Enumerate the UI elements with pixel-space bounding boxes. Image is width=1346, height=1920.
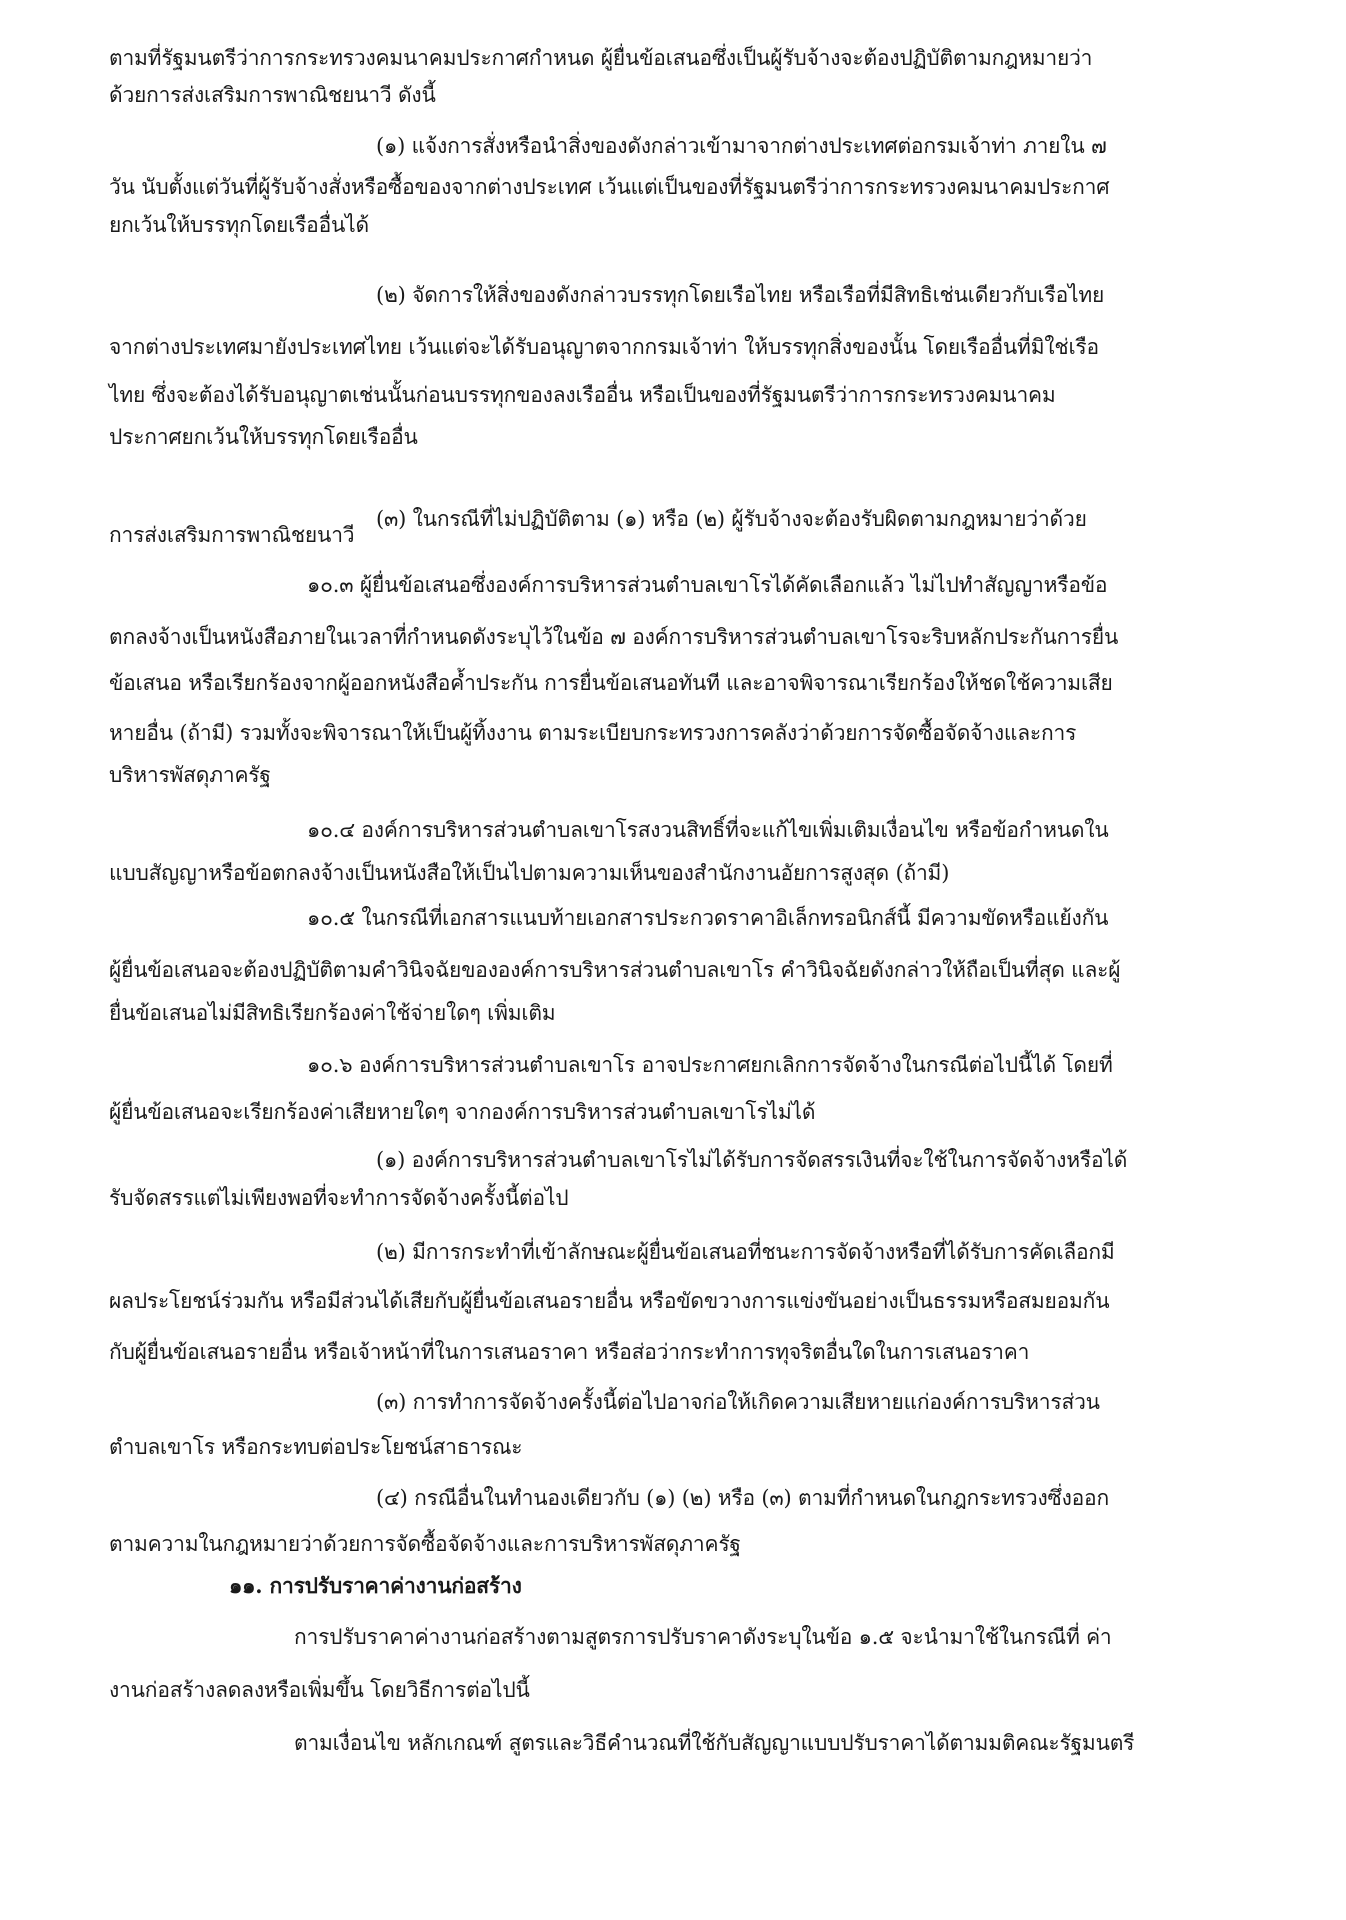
sub-item-2: (๒) มีการกระทำที่เข้าลักษณะผู้ยื่นข้อเสนอที่ชนะการจัดจ้างหรือที่ได้รับการคัดเลือกมี — [376, 1240, 1115, 1264]
sub-item-4: (๔) กรณีอื่นในทำนองเดียวกับ (๑) (๒) หรือ (๓) ตามที่กำหนดในกฎกระทรวงซึ่งออก — [376, 1486, 1109, 1510]
body-text-line: หายอื่น (ถ้ามี) รวมทั้งจะพิจารณาให้เป็นผู้ทิ้งงาน ตามระเบียบกระทรวงการคลังว่าด้วยการจัดซื้อจัดจ้างและการ — [109, 721, 1077, 745]
section-11-heading: ๑๑. การปรับราคาค่างานก่อสร้าง — [229, 1573, 522, 1598]
clause-10-3: ๑๐.๓ ผู้ยื่นข้อเสนอซึ่งองค์การบริหารส่วนตำบลเขาโรได้คัดเลือกแล้ว ไม่ไปทำสัญญาหรือข้อ — [307, 573, 1108, 597]
body-text-line: วัน นับตั้งแต่วันที่ผู้รับจ้างสั่งหรือซื้อของจากต่างประเทศ เว้นแต่เป็นของที่รัฐมนตรีว่าการกระทรวงคมนาคมประกาศ — [109, 175, 1110, 199]
sub-item-1: (๑) แจ้งการสั่งหรือนำสิ่งของดังกล่าวเข้ามาจากต่างประเทศต่อกรมเจ้าท่า ภายใน ๗ — [376, 134, 1107, 158]
body-text-line: การส่งเสริมการพาณิชยนาวี — [109, 523, 355, 547]
clause-10-4: ๑๐.๔ องค์การบริหารส่วนตำบลเขาโรสงวนสิทธิ์ที่จะแก้ไขเพิ่มเติมเงื่อนไข หรือข้อกำหนดใน — [307, 818, 1109, 842]
body-text-line: ตามความในกฎหมายว่าด้วยการจัดซื้อจัดจ้างและการบริหารพัสดุภาครัฐ — [109, 1532, 741, 1556]
body-text-line: จากต่างประเทศมายังประเทศไทย เว้นแต่จะได้รับอนุญาตจากกรมเจ้าท่า ให้บรรทุกสิ่งของนั้น โดยเรืออื่นที่มิใช่เรือ — [109, 335, 1099, 359]
clause-10-5: ๑๐.๕ ในกรณีที่เอกสารแนบท้ายเอกสารประกวดราคาอิเล็กทรอนิกส์นี้ มีความขัดหรือแย้งกัน — [307, 906, 1109, 930]
body-text-line: ด้วยการส่งเสริมการพาณิชยนาวี ดังนี้ — [109, 83, 436, 107]
body-text-line: ไทย ซึ่งจะต้องได้รับอนุญาตเช่นนั้นก่อนบรรทุกของลงเรืออื่น หรือเป็นของที่รัฐมนตรีว่าการกระทรวงคมนาคม — [109, 383, 1056, 407]
body-text-line: แบบสัญญาหรือข้อตกลงจ้างเป็นหนังสือให้เป็นไปตามความเห็นของสำนักงานอัยการสูงสุด (ถ้ามี) — [109, 861, 950, 885]
body-text-line: บริหารพัสดุภาครัฐ — [109, 763, 271, 787]
body-text-line: ยื่นข้อเสนอไม่มีสิทธิเรียกร้องค่าใช้จ่ายใดๆ เพิ่มเติม — [109, 1001, 556, 1025]
body-text-line: ตามเงื่อนไข หลักเกณฑ์ สูตรและวิธีคำนวณที่ใช้กับสัญญาแบบปรับราคาได้ตามมติคณะรัฐมนตรี — [294, 1731, 1135, 1755]
body-text-line: ผู้ยื่นข้อเสนอจะต้องปฏิบัติตามคำวินิจฉัยขององค์การบริหารส่วนตำบลเขาโร คำวินิจฉัยดังกล่าวให้ถือเป็นที่สุด และผู้ — [109, 958, 1121, 982]
body-text-line: ข้อเสนอ หรือเรียกร้องจากผู้ออกหนังสือค้ำประกัน การยื่นข้อเสนอทันที และอาจพิจารณาเรียกร้องให้ชดใช้ความเสีย — [109, 671, 1113, 695]
sub-item-3: (๓) การทำการจัดจ้างครั้งนี้ต่อไปอาจก่อให้เกิดความเสียหายแก่องค์การบริหารส่วน — [376, 1390, 1100, 1414]
sub-item-3: (๓) ในกรณีที่ไม่ปฏิบัติตาม (๑) หรือ (๒) ผู้รับจ้างจะต้องรับผิดตามกฎหมายว่าด้วย — [376, 507, 1087, 531]
body-text-line: ผลประโยชน์ร่วมกัน หรือมีส่วนได้เสียกับผู้ยื่นข้อเสนอรายอื่น หรือขัดขวางการแข่งขันอย่างเป็นธรรมหรือสมยอมกัน — [109, 1289, 1110, 1313]
body-text-line: ผู้ยื่นข้อเสนอจะเรียกร้องค่าเสียหายใดๆ จากองค์การบริหารส่วนตำบลเขาโรไม่ได้ — [109, 1100, 816, 1124]
clause-10-6: ๑๐.๖ องค์การบริหารส่วนตำบลเขาโร อาจประกาศยกเลิกการจัดจ้างในกรณีต่อไปนี้ได้ โดยที่ — [307, 1053, 1113, 1077]
body-text-line: ยกเว้นให้บรรทุกโดยเรืออื่นได้ — [109, 213, 369, 237]
body-text-line: งานก่อสร้างลดลงหรือเพิ่มขึ้น โดยวิธีการต่อไปนี้ — [109, 1678, 530, 1702]
sub-item-1: (๑) องค์การบริหารส่วนตำบลเขาโรไม่ได้รับการจัดสรรเงินที่จะใช้ในการจัดจ้างหรือได้ — [376, 1148, 1128, 1172]
body-text-line: รับจัดสรรแต่ไม่เพียงพอที่จะทำการจัดจ้างครั้งนี้ต่อไป — [109, 1186, 569, 1210]
body-text-line: ตกลงจ้างเป็นหนังสือภายในเวลาที่กำหนดดังระบุไว้ในข้อ ๗ องค์การบริหารส่วนตำบลเขาโรจะริบหลักประกันการยื่น — [109, 625, 1119, 649]
body-text-line: ประกาศยกเว้นให้บรรทุกโดยเรืออื่น — [109, 425, 418, 449]
body-text-line: ตำบลเขาโร หรือกระทบต่อประโยชน์สาธารณะ — [109, 1435, 523, 1459]
sub-item-2: (๒) จัดการให้สิ่งของดังกล่าวบรรทุกโดยเรือไทย หรือเรือที่มีสิทธิเช่นเดียวกับเรือไทย — [376, 283, 1105, 307]
body-text-line: ตามที่รัฐมนตรีว่าการกระทรวงคมนาคมประกาศกำหนด ผู้ยื่นข้อเสนอซึ่งเป็นผู้รับจ้างจะต้องปฏิบัติตามกฎหมายว่า — [109, 46, 1093, 70]
body-text-line: กับผู้ยื่นข้อเสนอรายอื่น หรือเจ้าหน้าที่ในการเสนอราคา หรือส่อว่ากระทำการทุจริตอื่นใดในการเสนอราคา — [109, 1340, 1030, 1364]
body-text-line: การปรับราคาค่างานก่อสร้างตามสูตรการปรับราคาดังระบุในข้อ ๑.๕ จะนำมาใช้ในกรณีที่ ค่า — [294, 1625, 1112, 1649]
